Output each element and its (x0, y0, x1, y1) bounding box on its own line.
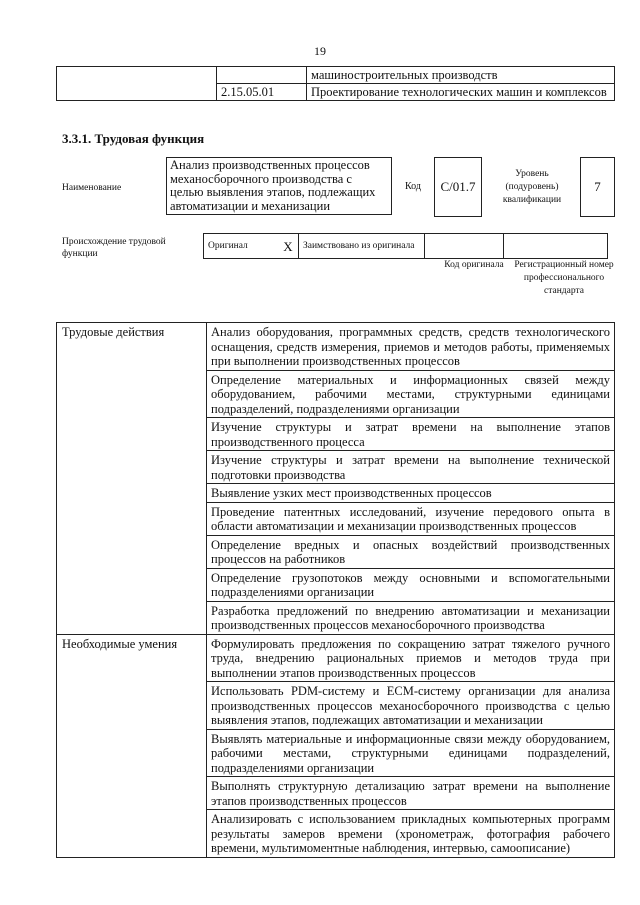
qualification-code: 2.15.05.01 (217, 84, 307, 101)
skill-item: Анализировать с использованием прикладных компьютерных программ результаты замеров времени (хронометраж, фотография рабочего времени, мультимоментные наблюдения, интервью, самоописание) (207, 810, 615, 858)
labor-action-item: Анализ оборудования, программных средств, средств технологического оснащения, средств измерения, приемов и методов работы, применяемых при выполнении производственных процессов (207, 323, 615, 371)
labor-action-item: Проведение патентных исследований, изучение передового опыта в области автоматизации и механизации производственных процессов (207, 502, 615, 535)
function-details-table (56, 322, 615, 858)
skill-item: Выполнять структурную детализацию затрат времени на выполнение этапов производственных процессов (207, 777, 615, 810)
name-label: Наименование (62, 183, 122, 193)
labor-action-item: Выявление узких мест производственных процессов (207, 484, 615, 503)
labor-action-item: Определение вредных и опасных воздействий производственных процессов на работников (207, 535, 615, 568)
skill-item: Формулировать предложения по сокращению затрат тяжелого ручного труда, внедрению рациональных приемов и методов труда при выполнении этапов производственных процессов (207, 634, 615, 682)
code-label: Код (405, 181, 421, 192)
original-label: Оригинал (204, 234, 279, 259)
table-row (57, 323, 615, 371)
labor-actions-label: Трудовые действия (57, 323, 207, 635)
skill-item: Использовать PDM-систему и ECM-систему организации для анализа производственных процессов механосборочного производства с целью выявления этапов, подлежащих автоматизации и механизации (207, 682, 615, 730)
code-original-label: Код оригинала (444, 260, 504, 270)
qualification-level-label: Уровень (подуровень) квалификации (502, 169, 562, 205)
labor-action-item: Изучение структуры и затрат времени на выполнение технической подготовки производства (207, 451, 615, 484)
reg-number-label: Регистрационный номер профессионального стандарта (514, 260, 614, 296)
table-cell-empty (57, 67, 217, 101)
qualification-name: машиностроительных производств (307, 67, 615, 84)
origin-label: Происхождение трудовой функции (62, 237, 166, 259)
table-row (57, 634, 615, 682)
qualification-level-text: 7 (594, 179, 601, 194)
function-name-value: Анализ производственных процессов механосборочного производства с целью выявления этапов, подлежащих автоматизации и механизации (166, 157, 392, 215)
borrowed-label: Заимствовано из оригинала (299, 234, 425, 259)
labor-action-item: Определение грузопотоков между основными и вспомогательными подразделениями организации (207, 568, 615, 601)
code-original-cell (425, 234, 504, 259)
qualification-table-continuation (56, 66, 615, 101)
function-code-value (434, 157, 482, 217)
section-title: 3.3.1. Трудовая функция (62, 131, 205, 146)
page-number: 19 (314, 44, 326, 58)
table-row (204, 234, 608, 259)
reg-number-cell (504, 234, 608, 259)
skill-item: Выявлять материальные и информационные связи между оборудованием, рабочими местами, структурными единицами подразделений, подразделениями организации (207, 729, 615, 777)
function-code-text: C/01.7 (440, 179, 476, 194)
qualification-name: Проектирование технологических машин и комплексов (307, 84, 615, 101)
labor-action-item: Изучение структуры и затрат времени на выполнение этапов производственного процесса (207, 418, 615, 451)
table-row (57, 67, 615, 84)
origin-table (203, 233, 608, 259)
qualification-code (217, 67, 307, 84)
labor-action-item: Определение материальных и информационных связей между оборудованием, рабочими местами, структурными единицами подразделений, подразделениями организации (207, 370, 615, 418)
skills-label: Необходимые умения (57, 634, 207, 857)
qualification-level-value (580, 157, 615, 217)
original-mark: X (278, 234, 299, 259)
labor-action-item: Разработка предложений по внедрению автоматизации и механизации производственных процессов механосборочного производства (207, 601, 615, 634)
